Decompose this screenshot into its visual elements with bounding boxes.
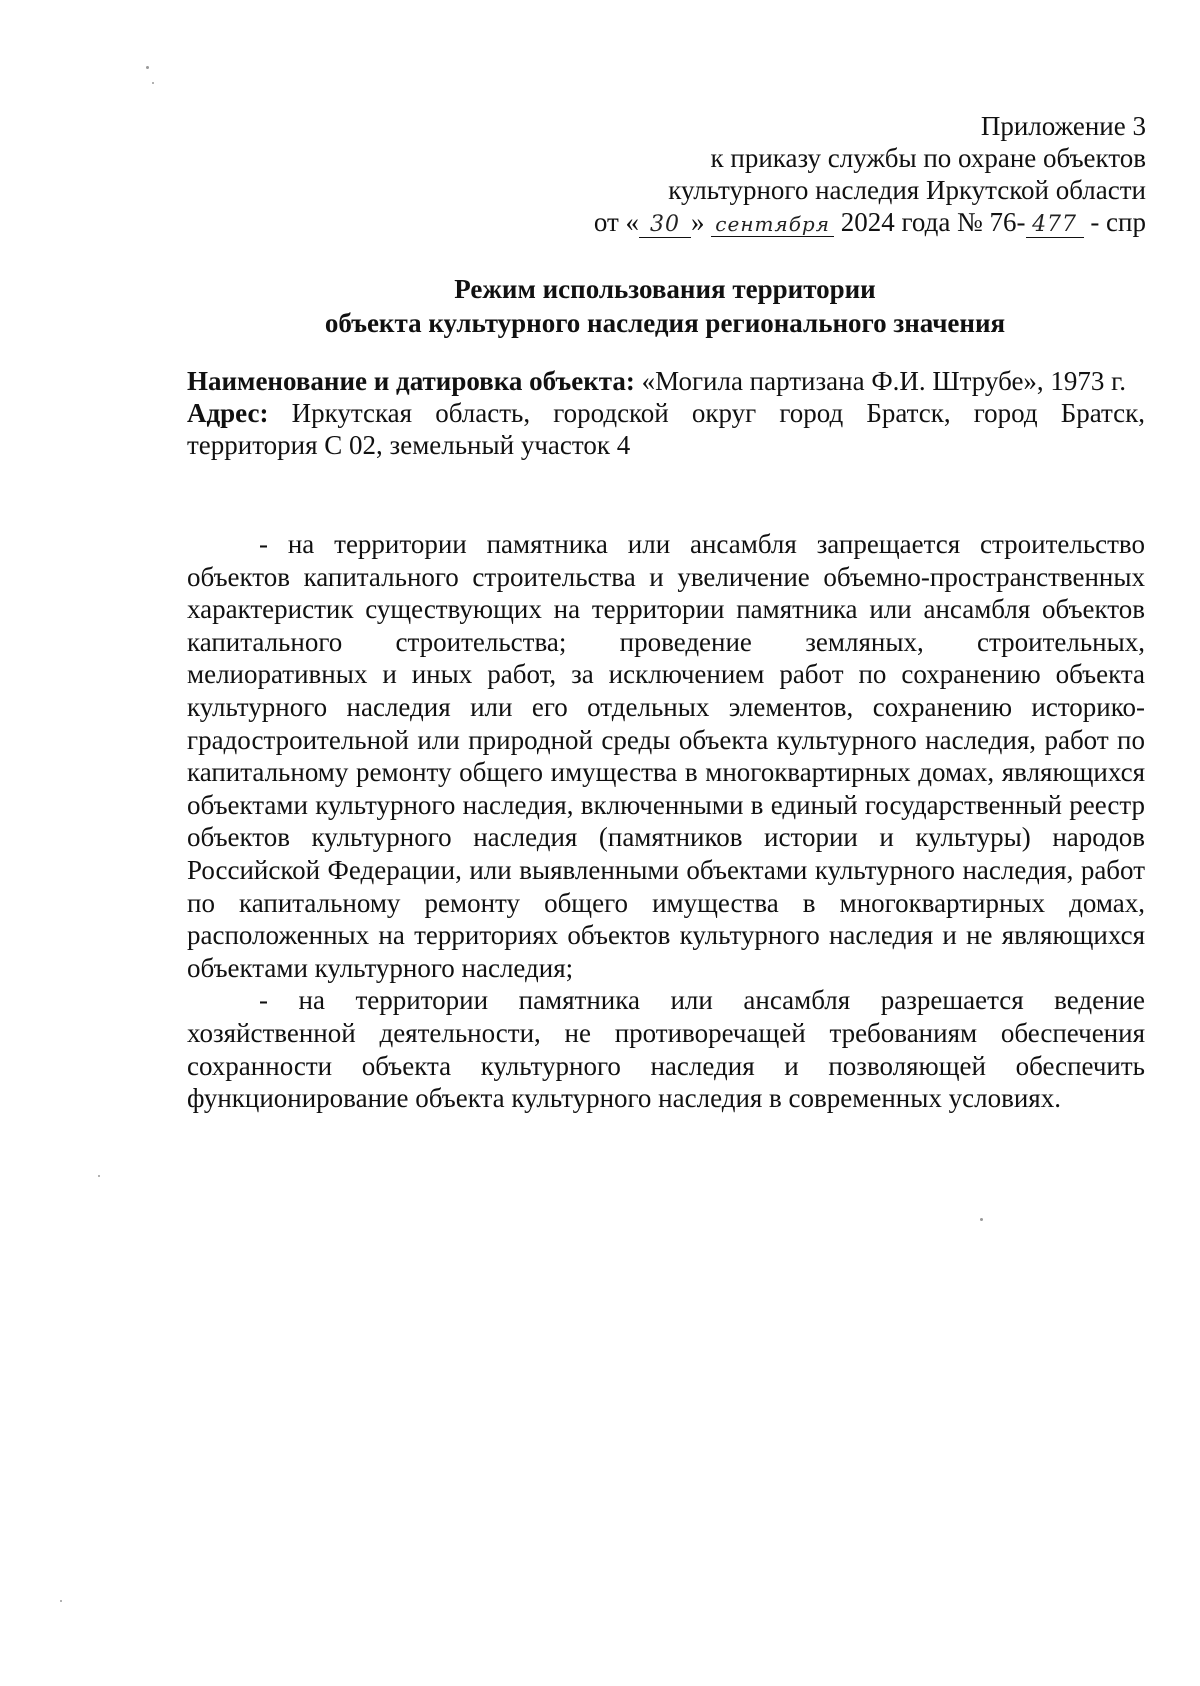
order-reference: к приказу службы по охране объектов xyxy=(710,143,1146,173)
handwritten-order-number: 477 xyxy=(1026,213,1084,238)
object-address-row xyxy=(187,397,1145,461)
object-name-label: Наименование и датировка объекта: xyxy=(187,366,635,396)
object-address-value: Иркутская область, городской округ город Братск, город Братск, территория С 02, земельный участок 4 xyxy=(187,398,1146,460)
title-line-2: объекта культурного наследия регионального значения xyxy=(324,308,1006,338)
date-close-quote: » xyxy=(691,207,705,237)
object-info xyxy=(187,365,1145,461)
object-name-row xyxy=(187,365,1145,397)
handwritten-day: 30 xyxy=(639,213,691,238)
scan-speck xyxy=(980,1218,983,1221)
object-address-label: Адрес: xyxy=(187,398,269,428)
scan-speck xyxy=(60,1600,62,1602)
regime-text xyxy=(187,528,1145,1115)
date-year: 2024 года № 76- xyxy=(840,207,1026,237)
object-name-value: «Могила партизана Ф.И. Штрубе», 1973 г. xyxy=(641,366,1126,396)
appendix-number: Приложение 3 xyxy=(980,111,1146,141)
paragraph-permissions: - на территории памятника или ансамбля разрешается ведение хозяйственной деятельности, не противоречащей требованиям обеспечения сохранности объекта культурного наследия и позволяющей обеспечить функционирование объекта культурного наследия в современных условиях. xyxy=(187,985,1145,1114)
issuing-authority: культурного наследия Иркутской области xyxy=(668,175,1146,205)
scan-speck xyxy=(146,66,149,69)
order-date-line xyxy=(526,206,1146,238)
scan-speck xyxy=(98,1175,100,1177)
document-title xyxy=(185,272,1145,340)
handwritten-month: сентября xyxy=(711,212,834,237)
order-suffix: - спр xyxy=(1090,207,1146,237)
paragraph-prohibitions: - на территории памятника или ансамбля запрещается строительство объектов капитального строительства и увеличение объемно-пространственных характеристик существующих на территории памятника или ансамбля объектов капитального строительства; проведение земляных, строительных, мелиоративных и иных работ, за исключением работ по сохранению объекта культурного наследия или его отдельных элементов, сохранению историко-градостроительной или природной среды объекта культурного наследия, работ по капитальному ремонту общего имущества в многоквартирных домах, являющихся объектами культурного наследия, включенными в единый государственный реестр объектов культурного наследия (памятников истории и культуры) народов Российской Федерации, или выявленными объектами культурного наследия, работ по капитальному ремонту общего имущества в многоквартирных домах, расположенных на территориях объектов культурного наследия и не являющихся объектами культурного наследия; xyxy=(187,529,1145,983)
date-prefix: от « xyxy=(593,207,640,237)
approval-block xyxy=(526,110,1146,238)
title-line-1: Режим использования территории xyxy=(454,274,876,304)
scan-speck xyxy=(152,82,154,84)
